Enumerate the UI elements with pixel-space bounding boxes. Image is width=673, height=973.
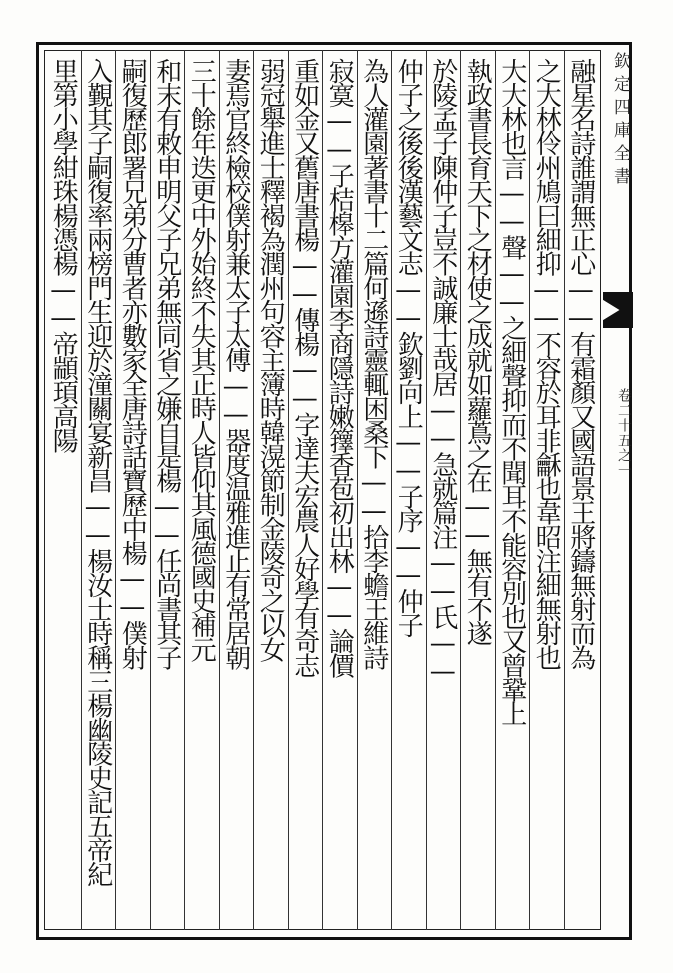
text-column: 於陵孟子陳仲子豈不誠廉士哉居——急就篇注——氏—— bbox=[427, 58, 458, 685]
column-rule bbox=[426, 50, 427, 930]
text-column: 仲子之後後漢藝文志——欽劉向上——子序——仲子 bbox=[393, 58, 424, 637]
column-rule bbox=[357, 50, 358, 930]
column-rule bbox=[529, 50, 530, 930]
text-column: 三十餘年迭更中外始終不失其正時人皆仰其風德國史補元 bbox=[186, 58, 217, 661]
column-rule bbox=[115, 50, 116, 930]
text-column: 為人灌園著書十二篇何遜詩靈輒困桑下——拾李蟾王維詩 bbox=[358, 58, 389, 669]
text-column: 寂寞——子桔槔方灌園李商隱詩嫩籜香苞初出林——論價 bbox=[324, 58, 355, 677]
column-rule bbox=[322, 50, 323, 930]
text-column: 重如金又舊唐書楊——傳楊——字達夫宏農人好學有奇志 bbox=[289, 58, 320, 677]
text-column: 弱冠舉進士釋褐為潤州句容主簿時韓滉節制金陵奇之以女 bbox=[255, 58, 286, 661]
column-rule bbox=[460, 50, 461, 930]
column-rule bbox=[253, 50, 254, 930]
text-column: 嗣復歷郎署兄弟分曹者亦數家全唐詩話寶歷中楊——僕射 bbox=[117, 58, 148, 669]
text-column: 里第小學紺珠楊憑楊——帝顓頊高陽 bbox=[48, 58, 79, 452]
text-column: 妻焉官終檢校僕射兼太子太傅——器度温雅進止有常居朝 bbox=[220, 58, 251, 669]
margin-book-title: 欽定四庫全書 bbox=[610, 52, 630, 190]
text-column: 大大林也言——聲——之細聲抑而不聞耳不能容別也又曾鞏上 bbox=[496, 58, 527, 725]
column-rule bbox=[495, 50, 496, 930]
column-rule bbox=[81, 50, 82, 930]
column-rule bbox=[184, 50, 185, 930]
text-column: 和末有敕申明父子兄弟無同省之嫌自是楊——任尚書其子 bbox=[151, 58, 182, 669]
column-rule bbox=[150, 50, 151, 930]
column-rule bbox=[564, 50, 565, 930]
text-column: 融星名詩誰謂無正心——有霜顏又國語景王將鑄無射而為 bbox=[565, 58, 596, 669]
margin-volume-label: 卷二十五之一 bbox=[616, 388, 632, 478]
column-rule bbox=[219, 50, 220, 930]
column-rule bbox=[288, 50, 289, 930]
column-rule bbox=[391, 50, 392, 930]
text-column: 執政書長育天下之材使之成就如蘿蔦之在——無有不遂 bbox=[462, 58, 493, 645]
text-column: 入覲其子嗣復率兩榜門生迎於潼關宴新昌——楊汝士時稱三楊幽陵史記五帝紀 bbox=[82, 58, 113, 886]
text-column: 之大林伶州鳩曰細抑——不容於耳非龢也韋昭注細無射也 bbox=[531, 58, 562, 669]
